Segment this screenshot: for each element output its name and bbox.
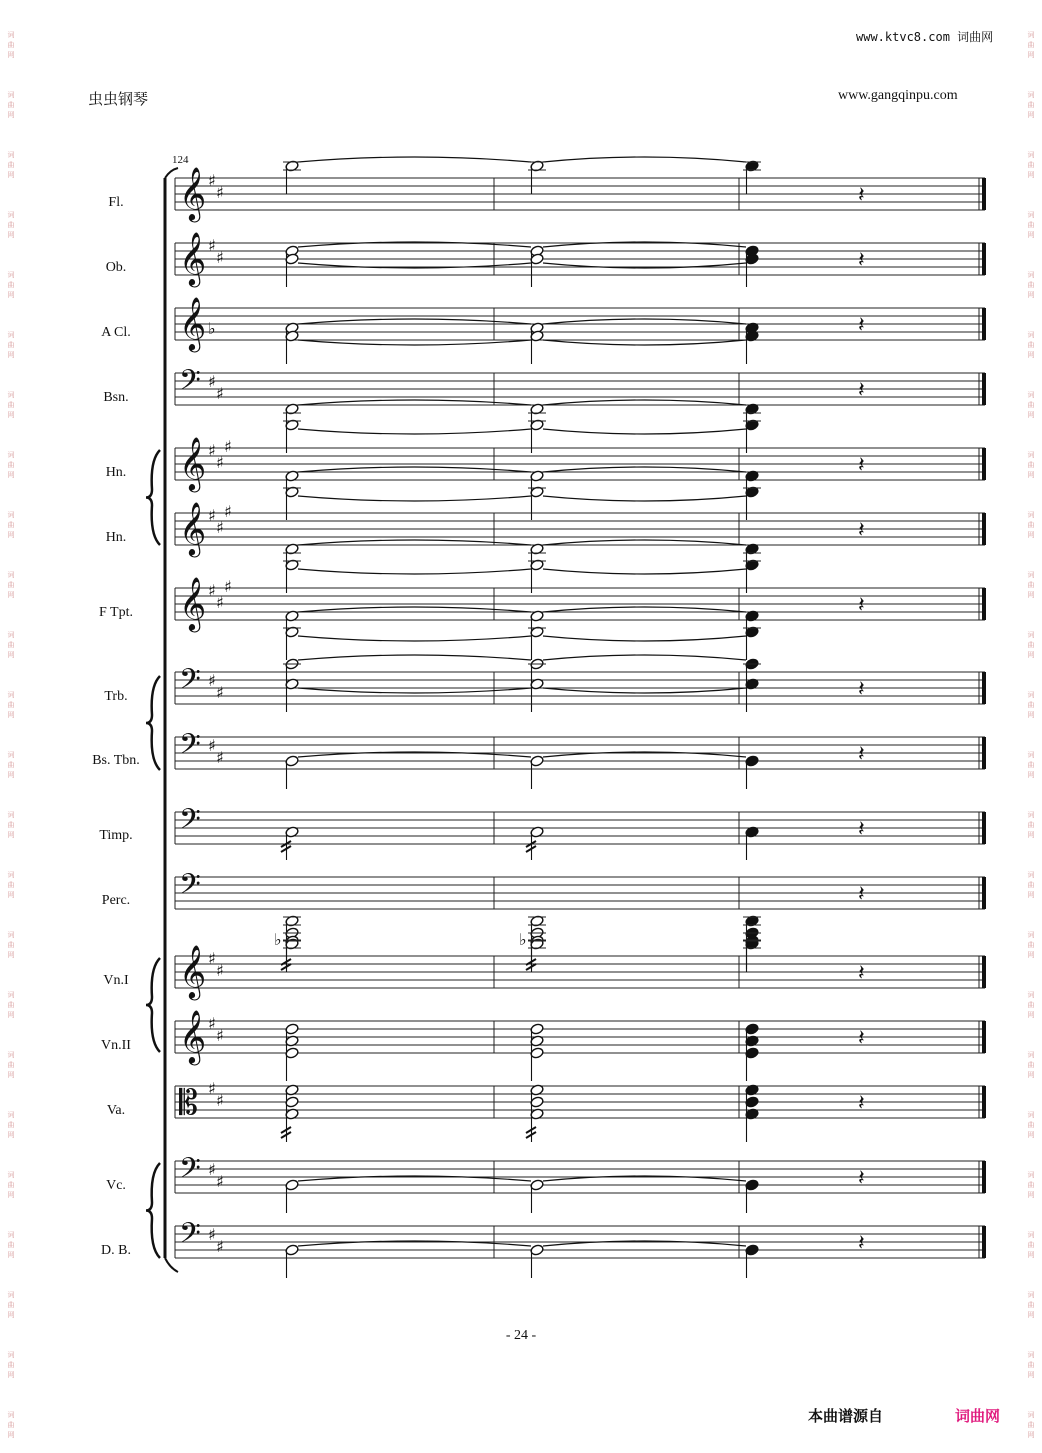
sharp-icon: ♯ [208,506,216,525]
quarter-rest-icon: 𝄽 [858,248,865,273]
brace-violins [146,958,160,1052]
watermark-group: 词 曲 网 [1027,691,1035,719]
sharp-icon: ♯ [208,736,216,755]
quarter-rest-icon: 𝄽 [858,742,865,767]
tie [543,607,746,612]
sharp-icon: ♯ [216,1026,224,1045]
instrument-label-percussion: Perc. [101,893,131,908]
watermark-group: 词 曲 网 [1027,91,1035,119]
sharp-icon: ♯ [216,453,224,472]
sharp-icon: ♯ [208,441,216,460]
f-clef-icon: 𝄢 [179,663,201,703]
tie [543,467,746,472]
tie [543,157,746,162]
instrument-label-horn-2: Hn. [105,530,127,545]
tie [543,340,746,345]
sharp-icon: ♯ [208,171,216,190]
quarter-rest-icon: 𝄽 [858,817,865,842]
quarter-rest-icon: 𝄽 [858,593,865,618]
sharp-icon: ♯ [208,1225,216,1244]
sharp-icon: ♯ [216,384,224,403]
flat-icon: ♭ [208,319,216,338]
quarter-rest-icon: 𝄽 [858,313,865,338]
sharp-icon: ♯ [208,1014,216,1033]
sharp-icon: ♯ [216,683,224,702]
final-barline-thick [982,1161,986,1193]
sharp-icon: ♯ [208,1160,216,1179]
watermark-group: 词 曲 网 [7,991,15,1019]
site-url: www.gangqinpu.com [838,88,958,103]
tie [298,429,531,434]
f-clef-icon: 𝄢 [179,868,201,908]
final-barline-thick [982,178,986,210]
tie [298,540,531,545]
watermark-group: 词 曲 网 [7,511,15,539]
quarter-rest-icon: 𝄽 [858,183,865,208]
watermark-group: 词 曲 网 [1027,1351,1035,1379]
final-barline-thick [982,877,986,909]
watermark-group: 词 曲 网 [7,691,15,719]
sharp-icon: ♯ [208,236,216,255]
instrument-label-trumpet: F Tpt. [99,605,133,620]
instrument-label-flute: Fl. [108,195,124,210]
page-number: - 24 - [505,1328,537,1343]
watermark-group: 词 曲 网 [7,331,15,359]
quarter-rest-icon: 𝄽 [858,1091,865,1116]
watermark-group: 词 曲 网 [1027,931,1035,959]
quarter-rest-icon: 𝄽 [858,961,865,986]
watermark-group: 词 曲 网 [7,31,15,59]
tie [543,319,746,324]
sharp-icon: ♯ [224,437,232,456]
final-barline-thick [982,812,986,844]
c-clef-icon: 𝄡 [179,1083,198,1123]
sharp-icon: ♯ [216,518,224,537]
f-clef-icon: 𝄢 [179,364,201,404]
source-site-link[interactable]: 词曲网 [955,1407,1001,1425]
g-clef-icon: 𝄞 [179,436,207,490]
sharp-icon: ♯ [208,949,216,968]
source-label: 本曲谱源自 [808,1407,884,1425]
final-barline-thick [982,1086,986,1118]
watermark-group: 词 曲 网 [1027,1291,1035,1319]
watermark-group: 词 曲 网 [1027,331,1035,359]
watermark-group: 词 曲 网 [1027,451,1035,479]
watermark-group: 词 曲 网 [1027,751,1035,779]
brace-trombones [146,676,160,770]
watermark-group: 词 曲 网 [1027,151,1035,179]
watermark-group: 词 曲 网 [7,871,15,899]
tie [298,319,531,324]
tie [298,496,531,501]
tie [298,569,531,574]
instrument-label-double-bass: D. B. [101,1243,131,1258]
sharp-icon: ♯ [216,183,224,202]
tie [298,636,531,641]
sharp-icon: ♯ [216,1237,224,1256]
sharp-icon: ♯ [216,961,224,980]
final-barline-thick [982,373,986,405]
watermark-group: 词 曲 网 [1027,631,1035,659]
watermark-group: 词 曲 网 [7,1111,15,1139]
watermark-group: 词 曲 网 [1027,1051,1035,1079]
tie [543,429,746,434]
g-clef-icon: 𝄞 [179,296,207,350]
sharp-icon: ♯ [224,502,232,521]
tie [543,496,746,501]
f-clef-icon: 𝄢 [179,1152,201,1192]
final-barline-thick [982,737,986,769]
instrument-label-bassoon: Bsn. [103,390,129,405]
tie [543,540,746,545]
f-clef-icon: 𝄢 [179,803,201,843]
g-clef-icon: 𝄞 [179,501,207,555]
watermark-group: 词 曲 网 [1027,1111,1035,1139]
instrument-label-oboe: Ob. [105,260,127,275]
quarter-rest-icon: 𝄽 [858,378,865,403]
watermark-group: 词 曲 网 [7,931,15,959]
tie [298,157,531,162]
watermark-group: 词 曲 网 [1027,271,1035,299]
instrument-label-horn-1: Hn. [105,465,127,480]
final-barline-thick [982,308,986,340]
final-barline-thick [982,513,986,545]
instrument-label-clarinet: A Cl. [101,325,131,340]
sharp-icon: ♯ [216,593,224,612]
tie [298,688,531,693]
brace-low-strings [146,1163,160,1258]
brace-horns [146,450,160,545]
bracket-top-hook [165,168,178,178]
instrument-label-timpani: Timp. [99,828,133,843]
watermark-group: 词 曲 网 [7,631,15,659]
final-barline-thick [982,956,986,988]
f-clef-icon: 𝄢 [179,1217,201,1257]
flat-icon: ♭ [274,930,282,949]
tie [543,636,746,641]
final-barline-thick [982,448,986,480]
sharp-icon: ♯ [216,748,224,767]
watermark-group: 词 曲 网 [7,391,15,419]
watermark-group: 词 曲 网 [7,571,15,599]
sharp-icon: ♯ [224,577,232,596]
instrument-label-viola: Va. [106,1103,126,1118]
watermark-group: 词 曲 网 [7,1351,15,1379]
watermark-group: 词 曲 网 [7,811,15,839]
watermark-group: 词 曲 网 [7,1411,15,1439]
watermark-group: 词 曲 网 [7,211,15,239]
watermark-group: 词 曲 网 [7,451,15,479]
tie [543,569,746,574]
tie [543,688,746,693]
watermark-group: 词 曲 网 [1027,571,1035,599]
tie [298,607,531,612]
tie [298,467,531,472]
tie [298,400,531,405]
instrument-label-bass-trombone: Bs. Tbn. [92,753,140,768]
watermark-group: 词 曲 网 [1027,811,1035,839]
watermark-group: 词 曲 网 [7,271,15,299]
g-clef-icon: 𝄞 [179,944,207,998]
quarter-rest-icon: 𝄽 [858,1231,865,1256]
measure-number: 124 [172,154,189,166]
watermark-group: 词 曲 网 [7,751,15,779]
g-clef-icon: 𝄞 [179,166,207,220]
final-barline-thick [982,588,986,620]
final-barline-thick [982,672,986,704]
quarter-rest-icon: 𝄽 [858,1026,865,1051]
instrument-label-cello: Vc. [106,1178,126,1193]
watermark-group: 词 曲 网 [1027,391,1035,419]
site-url-top: www.ktvc8.com 词曲网 [856,30,994,44]
sharp-icon: ♯ [208,1079,216,1098]
watermark-group: 词 曲 网 [1027,1171,1035,1199]
instrument-label-violin-2: Vn.II [101,1038,131,1053]
sharp-icon: ♯ [208,581,216,600]
sharp-icon: ♯ [208,372,216,391]
sharp-icon: ♯ [216,1172,224,1191]
bracket-bottom-hook [165,1258,178,1272]
watermark-group: 词 曲 网 [7,1291,15,1319]
quarter-rest-icon: 𝄽 [858,1166,865,1191]
watermark-group: 词 曲 网 [1027,511,1035,539]
watermark-group: 词 曲 网 [7,151,15,179]
g-clef-icon: 𝄞 [179,231,207,285]
tie [543,655,746,660]
tie [298,340,531,345]
watermark-group: 词 曲 网 [7,91,15,119]
g-clef-icon: 𝄞 [179,1009,207,1063]
watermark-group: 词 曲 网 [1027,31,1035,59]
sharp-icon: ♯ [216,1091,224,1110]
watermark-group: 词 曲 网 [1027,211,1035,239]
f-clef-icon: 𝄢 [179,728,201,768]
quarter-rest-icon: 𝄽 [858,518,865,543]
quarter-rest-icon: 𝄽 [858,453,865,478]
quarter-rest-icon: 𝄽 [858,677,865,702]
watermark-group: 词 曲 网 [7,1171,15,1199]
tie [543,400,746,405]
sharp-icon: ♯ [216,248,224,267]
watermark-group: 词 曲 网 [1027,991,1035,1019]
final-barline-thick [982,243,986,275]
final-barline-thick [982,1226,986,1258]
watermark-group: 词 曲 网 [1027,1231,1035,1259]
quarter-rest-icon: 𝄽 [858,882,865,907]
brand-name: 虫虫钢琴 [88,92,149,108]
sharp-icon: ♯ [208,671,216,690]
g-clef-icon: 𝄞 [179,576,207,630]
watermark-group: 词 曲 网 [1027,1411,1035,1439]
watermark-group: 词 曲 网 [1027,871,1035,899]
instrument-label-trombone: Trb. [104,689,128,704]
watermark-group: 词 曲 网 [7,1231,15,1259]
final-barline-thick [982,1021,986,1053]
tie [298,655,531,660]
flat-icon: ♭ [519,930,527,949]
instrument-label-violin-1: Vn.I [103,973,129,988]
watermark-group: 词 曲 网 [7,1051,15,1079]
